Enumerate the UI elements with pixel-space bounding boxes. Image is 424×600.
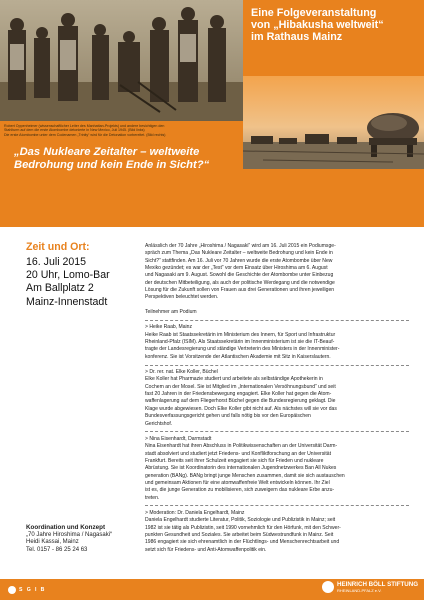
coordination-phone: Tel. 0157 - 86 25 24 63 [26, 546, 88, 553]
speaker-heading: > Heike Raab, Mainz [145, 324, 192, 331]
divider [145, 365, 409, 366]
historical-photo-left [0, 0, 243, 121]
speaker-nina-eisenhardt: > Nina Eisenhardt, Darmstadt Nina Eisenhardt hat ihren Abschluss in Politikwissenschaften an der Universität Darm- stadt absolviert und studiert jetzt Friedens- und Konfliktforschung an der Universität Frankfurt. Bereits seit ihrer Schulzeit engagiert sie sich für Frieden und nukleare Abrüstung. Sie ist Koordinatorin des internationalen Jugendnetzwerkes Ban All Nukes generation (BANg). BANg bringt junge Menschen zusammen, damit sie sich austauschen und gemeinsam Aktionen für eine atomwaffenfreie Welt entwickeln können. Ihr Ziel ist es, die junge Generation zu mobilisieren, sich zuweigern das nukleare Erbe anzu- treten. [145, 436, 415, 502]
coordination-block: Koordination und Konzept „70 Jahre Hiroshima / Nagasaki“ Heidi Kassai, Mainz Tel. 0157 - 86 25 24 63 [26, 524, 146, 554]
sgib-logo-icon [8, 586, 16, 594]
event-time-venue: 20 Uhr, Lomo-Bar [26, 269, 110, 282]
intro-paragraph: Anlässlich der 70 Jahre „Hiroshima / Nagasaki“ wird am 16. Juli 2015 ein Podiumsge- spräch zum Thema „Das Nukleare Zeitalter – weltweite Bedrohung und kein Ende in Sicht?“ stattfinden. Am 16. Juli vor 70 Jahren wurde die erste Atombombe über New Mexiko gezündet; es war der „Test“ vor dem Einsatz über Hiroshima am 6. August und Nagasaki am 9. August. Sowohl die Geschichte der Atombombe unter Einbezug der deutschen Mitbeteiligung, als auch der politische Werdegang und die notwendige Lösung für die Zukunft sollen von Frauen aus drei Generationen und ihren jeweiligen Perspektiven beleuchtet werden. [145, 243, 336, 301]
speaker-heading: > Dr. rer. nat. Elke Koller, Büchel [145, 369, 218, 376]
boell-foundation-logo: HEINRICH BÖLL STIFTUNG RHEINLAND-PFALZ e.V. [322, 581, 418, 593]
trinity-bomb-photo [243, 76, 424, 169]
boell-foundation-logo-icon [322, 581, 334, 593]
panel-heading: Teilnehmer am Podium [145, 309, 197, 316]
photo-caption: Robert Oppenheimer (wissenschaftlicher Leiter des Manhattan-Projekts) und andere besichtigen den Stahlturm auf dem die erste Atombombe detonierte in New Mexico, Juli 1945. (Bild links) Die erste Atombombe unter dem Codenamen „Trinity“ wird für die Detonation vorbereitet. (Bild rechts) [4, 124, 166, 137]
speaker-heading: > Nina Eisenhardt, Darmstadt [145, 435, 212, 442]
divider [145, 431, 409, 432]
main-text [145, 243, 415, 554]
divider [145, 505, 409, 506]
speaker-heike-raab: > Heike Raab, Mainz Heike Raab ist Staatssekretärin im Ministerium des Innern, für Sport und Infrastruktur Rheinland-Pfalz (ISIM). Als Staatssekretärin im Innenministerium ist sie die IT-Beauf- tragte der Landesregierung und ständige Vertreterin des Ministers in der Innenminister- konferenz. Sie ist Vorsitzende der Atlantischen Akademie mit Sitz in Kaiserslautern. [145, 324, 415, 361]
time-place-label: Zeit und Ort: [26, 241, 90, 253]
speaker-elke-koller: > Dr. rer. nat. Elke Koller, Büchel Elke Koller hat Pharmazie studiert und arbeitete als selbständige Apothekerin in Cochem an der Mosel. Sie ist Mitglied im „Internationalen Versöhnungsbund“ und seit fast 20 Jahren in der Friedensbewegung engagiert. Elke Koller hat gegen die Atom- waffenlagerung auf dem Fliegerhorst Büchel gegen die Bundesregierung geklagt. Die Klage wurde abgewiesen. Doch Elke Koller gibt nicht auf. Als nächstes will sie vor das Bundesverfassungsgericht gehen und falls nötig bis vor den Europäischen Gerichtshof. [145, 369, 415, 428]
speaker-heading: > Moderation: Dr. Daniela Engelhardt, Mainz [145, 509, 245, 516]
header-band [0, 0, 424, 227]
time-place-details [26, 256, 136, 309]
event-series-title: Eine Folgeveranstaltung von „Hibakusha weltweit“ im Rathaus Mainz [251, 7, 384, 43]
trinity-site-photo [0, 0, 243, 121]
sgib-logo: S G I B [8, 586, 46, 594]
coordination-title: Koordination und Konzept [26, 524, 106, 531]
divider [145, 320, 409, 321]
speaker-daniela-engelhardt: > Moderation: Dr. Daniela Engelhardt, Mainz Daniela Engelhardt studierte Literatur, Politik, Soziologie und Publizistik in Mainz; seit 1982 ist sie tätig als Publizistin, seit 1990 vornehmlich für den Hörfunk, mit den Schwer- punkten Gesundheit und Soziales. Sie arbeitet beim Südwestrundfunk in Mainz. Seit 1986 engagiert sie sich ehrenamtlich in der Flüchtlings- und Menschenrechtsarbeit und setzt sich für Friedens- und Anti-Atomwaffenpolitik ein. [145, 510, 415, 554]
event-date: 16. Juli 2015 [26, 256, 87, 268]
historical-photo-right [243, 76, 424, 169]
event-street: Am Ballplatz 2 [26, 282, 94, 295]
event-city: Mainz-Innenstadt [26, 295, 108, 308]
event-topic-title: „Das Nukleare Zeitalter – weltweite Bedrohung und kein Ende in Sicht?“ [14, 146, 210, 171]
